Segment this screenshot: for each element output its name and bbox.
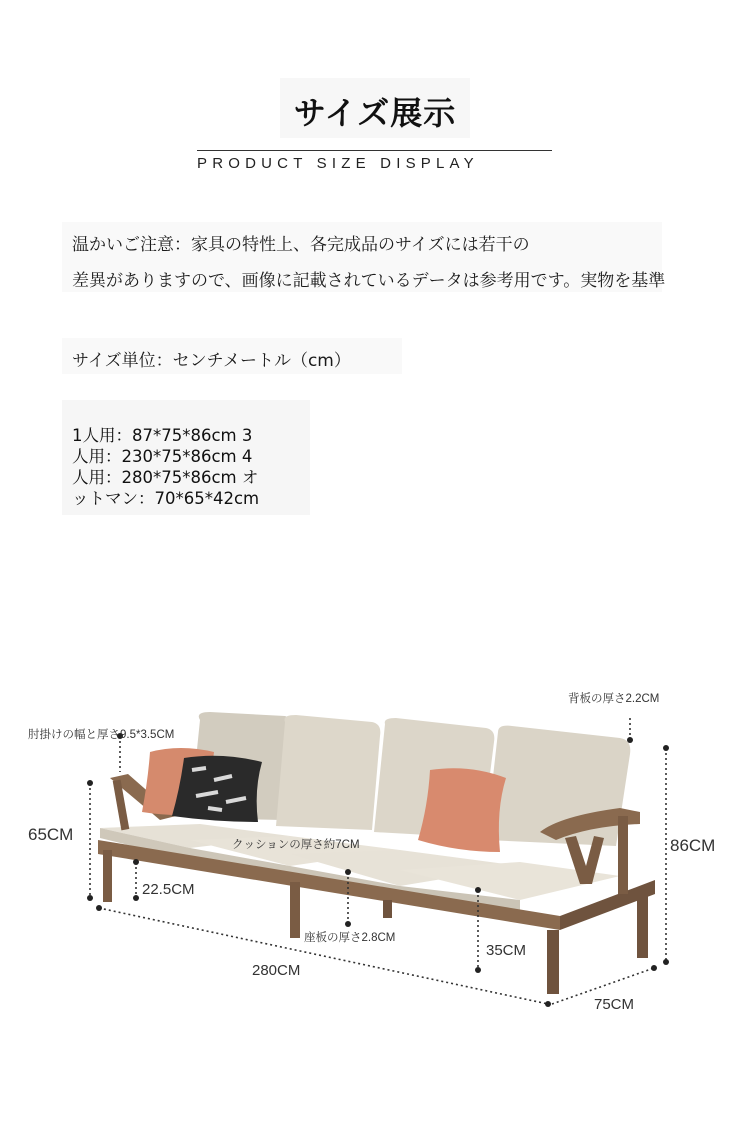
title-divider: [197, 150, 552, 151]
total-height-label: 86CM: [670, 836, 716, 855]
notice-line-2: 差異がありますので、画像に記載されているデータは参考用です。実物を基準: [72, 271, 666, 291]
seat-board-dimension-label: 座板の厚さ2.8CM: [304, 932, 396, 944]
front-leg-height-label: 22.5CM: [142, 881, 195, 898]
page-subtitle: PRODUCT SIZE DISPLAY: [197, 155, 479, 172]
length-label: 280CM: [252, 962, 301, 979]
depth-label: 75CM: [594, 996, 635, 1013]
notice-line-1: 温かいご注意：家具の特性上、各完成品のサイズには若干の: [72, 235, 530, 255]
page-title: サイズ展示: [293, 94, 457, 132]
size-list-item: ットマン：70*65*42cm: [72, 489, 260, 508]
size-unit-text: サイズ単位：センチメートル（cm）: [72, 351, 351, 371]
arm-height-label: 65CM: [28, 825, 74, 844]
size-list-item: 1人用：87*75*86cm 3: [72, 426, 253, 445]
backboard-dimension-label: 背板の厚さ2.2CM: [568, 693, 660, 705]
cushion-dimension-label: クッションの厚さ約7CM: [232, 839, 360, 851]
size-list-item: 人用：230*75*86cm 4: [72, 447, 253, 466]
size-list-item: 人用：280*75*86cm オ: [72, 468, 259, 487]
armrest-dimension-label: 肘掛けの幅と厚さ9.5*3.5CM: [28, 729, 175, 741]
back-leg-height-label: 35CM: [486, 942, 527, 959]
